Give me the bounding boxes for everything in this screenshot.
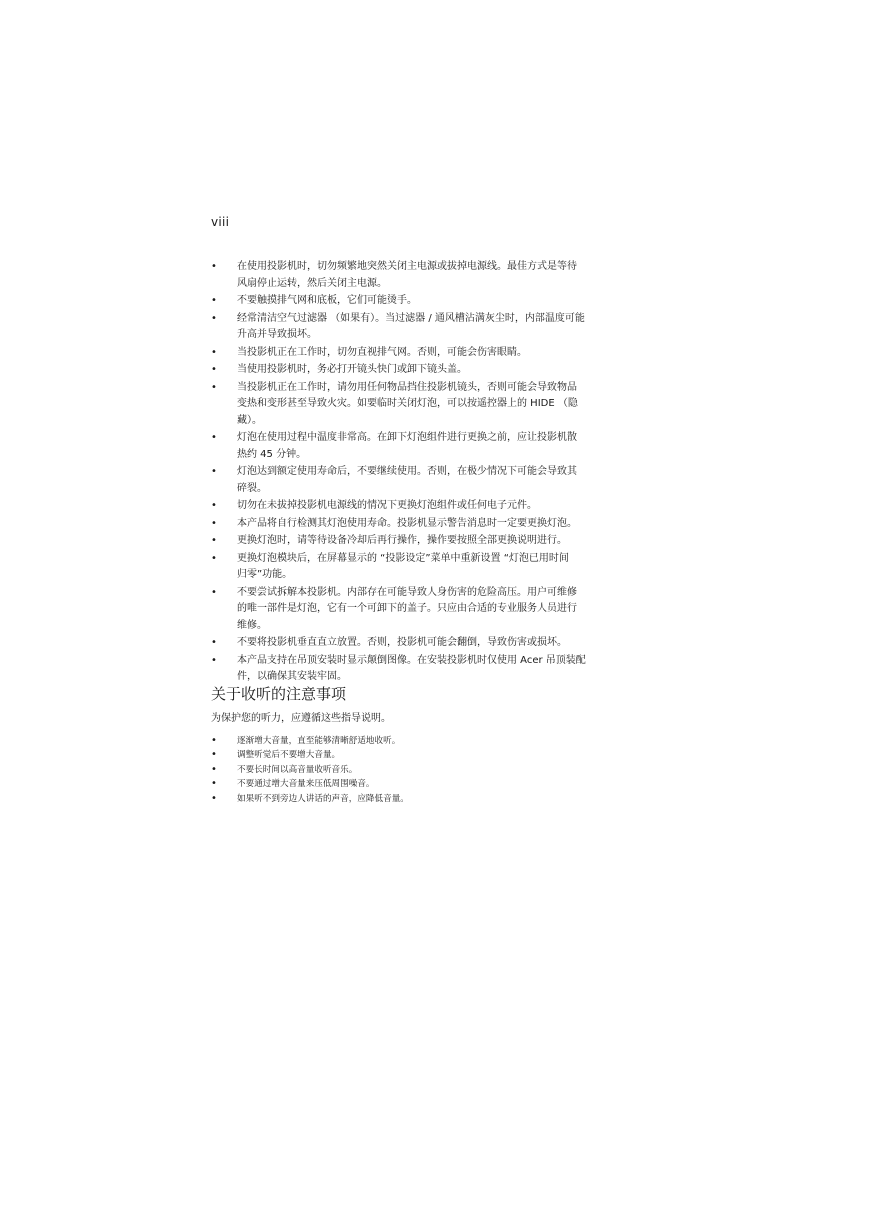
hearing-item-text: 调整听觉后不要增大音量。: [237, 750, 341, 761]
bullet-icon: •: [211, 792, 217, 804]
caution-list-item: [211, 653, 651, 686]
projector-caution-list: [211, 259, 651, 687]
caution-text-line: 不要将投影机垂直直立放置。否则，投影机可能会翻倒，导致伤害或损坏。: [237, 637, 567, 648]
caution-text-line: 维修。: [237, 619, 267, 631]
caution-text-line: 藏）。: [237, 414, 262, 426]
hearing-list-item: [211, 748, 651, 762]
caution-text-line: 本产品支持在吊顶安装时显示颠倒图像。在安装投影机时仅使用 Acer 吊顶装配: [237, 654, 586, 666]
hearing-section-intro: 为保护您的听力，应遵循这些指导说明。: [211, 713, 391, 724]
caution-list-item: [211, 516, 651, 533]
caution-text-line: 切勿在未拔掉投影机电源线的情况下更换灯泡组件或任何电子元件。: [237, 500, 537, 511]
hearing-list-item: [211, 763, 651, 777]
page-number: viii: [211, 215, 230, 229]
bullet-icon: •: [211, 261, 217, 272]
caution-text-line: 更换灯泡模块后，在屏幕显示的 “投影设定”菜单中重新设置 “灯泡已用时间: [237, 552, 569, 564]
caution-text-line: 本产品将自行检测其灯泡使用寿命。投影机显示警告消息时一定要更换灯泡。: [237, 517, 577, 529]
caution-text-line: 不要尝试拆解本投影机。内部存在可能导致人身伤害的危险高压。用户可维修: [237, 586, 577, 598]
caution-text-line: 灯泡在使用过程中温度非常高。在卸下灯泡组件进行更换之前，应让投影机散: [237, 432, 577, 443]
bullet-icon: •: [211, 778, 217, 790]
bullet-icon: •: [211, 364, 217, 375]
bullet-icon: •: [211, 381, 217, 393]
bullet-icon: •: [211, 654, 217, 666]
hearing-list-item: [211, 792, 651, 806]
bullet-icon: •: [211, 735, 217, 746]
caution-text-line: 升高并导致损坏。: [237, 329, 317, 340]
caution-list-item: [211, 498, 651, 515]
hearing-section-title: 关于收听的注意事项: [211, 685, 347, 703]
bullet-icon: •: [211, 500, 217, 511]
bullet-icon: •: [211, 535, 217, 546]
caution-list-item: [211, 259, 651, 292]
caution-list-item: [211, 551, 651, 584]
bullet-icon: •: [211, 517, 217, 529]
caution-list-item: [211, 380, 651, 430]
caution-text-line: 当使用投影机时，务必打开镜头快门或卸下镜头盖。: [237, 364, 467, 375]
caution-text-line: 碎裂。: [237, 482, 267, 494]
caution-text-line: 变热和变形甚至导致火灾。如要临时关闭灯泡，可以按遥控器上的 HIDE （隐: [237, 398, 578, 409]
hearing-list-item: [211, 777, 651, 791]
hearing-list-item: [211, 734, 651, 748]
hearing-item-text: 不要通过增大音量来压低周围噪音。: [237, 779, 375, 790]
caution-text-line: 热约 45 分钟。: [237, 448, 307, 460]
bullet-icon: •: [211, 432, 217, 443]
caution-text-line: 当投影机正在工作时，切勿直视排气网。否则，可能会伤害眼睛。: [237, 346, 527, 358]
caution-list-item: [211, 533, 651, 550]
hearing-item-text: 如果听不到旁边人讲话的声音，应降低音量。: [237, 793, 409, 804]
caution-text-line: 件，以确保其安装牢固。: [237, 671, 347, 682]
bullet-icon: •: [211, 346, 217, 358]
caution-text-line: 更换灯泡时，请等待设备冷却后再行操作，操作要按照全部更换说明进行。: [237, 535, 567, 546]
bullet-icon: •: [211, 466, 217, 477]
caution-text-line: 在使用投影机时，切勿频繁地突然关闭主电源或拔掉电源线。最佳方式是等待: [237, 261, 577, 272]
caution-text-line: 灯泡达到额定使用寿命后，不要继续使用。否则，在极少情况下可能会导致其: [237, 466, 577, 477]
caution-text-line: 风扇停止运转，然后关闭主电源。: [237, 277, 387, 289]
caution-list-item: [211, 585, 651, 635]
bullet-icon: •: [211, 312, 217, 324]
hearing-item-text: 不要长时间以高音量收听音乐。: [237, 764, 358, 775]
caution-text-line: 的唯一部件是灯泡，它有一个可卸下的盖子。只应由合适的专业服务人员进行: [237, 603, 577, 614]
caution-list-item: [211, 430, 651, 463]
bullet-icon: •: [211, 637, 217, 648]
caution-text-line: 不要触摸排气网和底板，它们可能烫手。: [237, 295, 417, 306]
bullet-icon: •: [211, 552, 217, 564]
caution-list-item: [211, 311, 651, 344]
caution-list-item: [211, 345, 651, 362]
caution-text-line: 当投影机正在工作时，请勿用任何物品挡住投影机镜头，否则可能会导致物品: [237, 381, 577, 393]
bullet-icon: •: [211, 586, 217, 598]
hearing-item-text: 逐渐增大音量，直至能够清晰舒适地收听。: [237, 736, 401, 746]
hearing-guidelines-list: [211, 734, 651, 806]
caution-list-item: [211, 362, 651, 379]
bullet-icon: •: [211, 763, 217, 775]
bullet-icon: •: [211, 295, 217, 306]
caution-list-item: [211, 293, 651, 310]
caution-list-item: [211, 464, 651, 497]
caution-list-item: [211, 635, 651, 652]
bullet-icon: •: [211, 749, 217, 761]
caution-text-line: 经常清洁空气过滤器 （如果有）。当过滤器 / 通风槽沾满灰尘时，内部温度可能: [237, 312, 585, 324]
caution-text-line: 归零”功能。: [237, 569, 293, 580]
